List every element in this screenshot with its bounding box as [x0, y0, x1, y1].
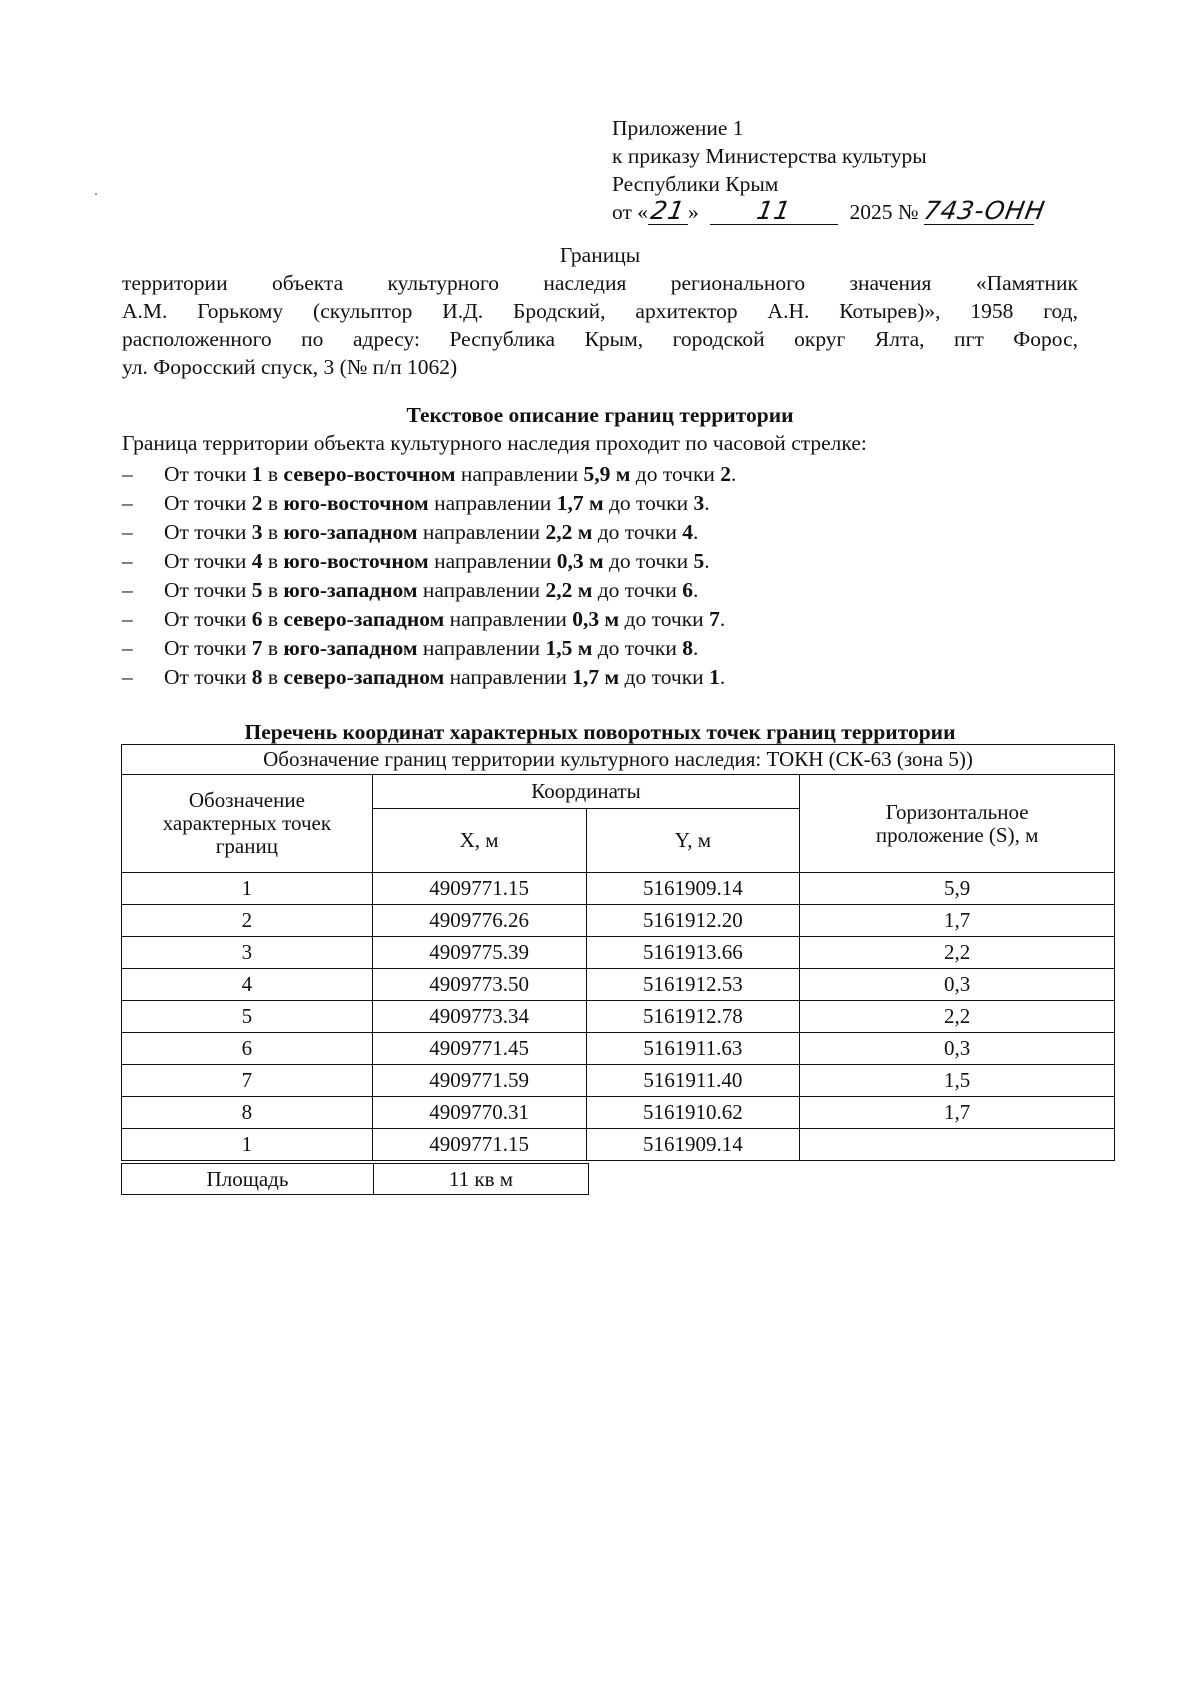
date-day: 21 — [648, 196, 688, 225]
header-coordinates: Координаты — [372, 775, 800, 809]
area-row — [122, 1164, 589, 1195]
area-table — [121, 1163, 589, 1195]
date-year: 2025 № — [849, 200, 919, 224]
boundary-step: – От точки 3 в юго-западном направлении 2,2 м до точки 4. — [122, 518, 736, 547]
boundary-step: – От точки 2 в юго-восточном направлении 1,7 м до точки 3. — [122, 489, 736, 518]
header-distance: Горизонтальное проложение (S), м — [800, 775, 1115, 873]
appendix-line-1: Приложение 1 — [612, 116, 744, 140]
list-dash: – — [122, 665, 133, 689]
table-row: 6 4909771.45 5161911.63 0,3 — [122, 1033, 1115, 1065]
object-description — [122, 269, 1078, 381]
coordinates-table — [121, 744, 1115, 1161]
date-month-field — [710, 196, 838, 225]
table-row: 4 4909773.50 5161912.53 0,3 — [122, 969, 1115, 1001]
boundary-step: – От точки 4 в юго-восточном направлении 0,3 м до точки 5. — [122, 547, 736, 576]
boundary-step: – От точки 6 в северо-западном направлении 0,3 м до точки 7. — [122, 605, 736, 634]
table-title: Перечень координат характерных поворотных точек границ территории — [244, 720, 956, 744]
area-label: Площадь — [122, 1164, 374, 1195]
date-day-field — [648, 196, 688, 225]
appendix-header — [612, 114, 1048, 226]
list-dash: – — [122, 607, 133, 631]
header-y: Y, м — [586, 809, 800, 873]
object-description-line: территории объекта культурного наследия регионального значения «Памятник — [122, 271, 1078, 295]
appendix-line-3: Республики Крым — [612, 172, 779, 196]
boundary-step: – От точки 8 в северо-западном направлении 1,7 м до точки 1. — [122, 663, 736, 692]
list-dash: – — [122, 578, 133, 602]
order-number: 743-ОНН — [921, 196, 1048, 225]
table-row: 2 4909776.26 5161912.20 1,7 — [122, 905, 1115, 937]
header-x: X, м — [372, 809, 586, 873]
scan-speck — [95, 193, 97, 195]
table-header-row — [122, 775, 1115, 809]
order-number-field — [921, 196, 1048, 225]
object-description-line: ул. Форосский спуск, 3 (№ п/п 1062) — [122, 355, 458, 379]
date-mid: » — [688, 200, 699, 224]
table-row: 8 4909770.31 5161910.62 1,7 — [122, 1097, 1115, 1129]
list-dash: – — [122, 491, 133, 515]
object-description-line: расположенного по адресу: Республика Крым, городской округ Ялта, пгт Форос, — [122, 327, 1078, 351]
boundary-intro: Граница территории объекта культурного наследия проходит по часовой стрелке: — [122, 431, 867, 455]
section-title: Текстовое описание границ территории — [406, 403, 794, 427]
appendix-line-2: к приказу Министерства культуры — [612, 144, 927, 168]
table-row: 7 4909771.59 5161911.40 1,5 — [122, 1065, 1115, 1097]
area-value: 11 кв м — [374, 1164, 589, 1195]
boundary-step: – От точки 1 в северо-восточном направлении 5,9 м до точки 2. — [122, 460, 736, 489]
list-dash: – — [122, 520, 133, 544]
date-prefix: от « — [612, 200, 648, 224]
table-row: 3 4909775.39 5161913.66 2,2 — [122, 937, 1115, 969]
header-points: Обозначение характерных точек границ — [122, 775, 373, 873]
boundary-step: – От точки 7 в юго-западном направлении 1,5 м до точки 8. — [122, 634, 736, 663]
document-title: Границы — [559, 243, 641, 267]
boundary-step: – От точки 5 в юго-западном направлении 2,2 м до точки 6. — [122, 576, 736, 605]
table-row: 1 4909771.15 5161909.14 5,9 — [122, 873, 1115, 905]
table-row: 1 4909771.15 5161909.14 — [122, 1129, 1115, 1161]
object-description-line: А.М. Горькому (скульптор И.Д. Бродский, архитектор А.Н. Котырев)», 1958 год, — [122, 299, 1078, 323]
boundary-steps-list — [122, 460, 736, 692]
date-month: 11 — [754, 196, 794, 225]
table-row: 5 4909773.34 5161912.78 2,2 — [122, 1001, 1115, 1033]
list-dash: – — [122, 462, 133, 486]
list-dash: – — [122, 549, 133, 573]
list-dash: – — [122, 636, 133, 660]
order-date-line — [612, 196, 1048, 226]
table-caption: Обозначение границ территории культурного наследия: ТОКН (СК-63 (зона 5)) — [122, 745, 1115, 775]
table-caption-row — [122, 745, 1115, 775]
